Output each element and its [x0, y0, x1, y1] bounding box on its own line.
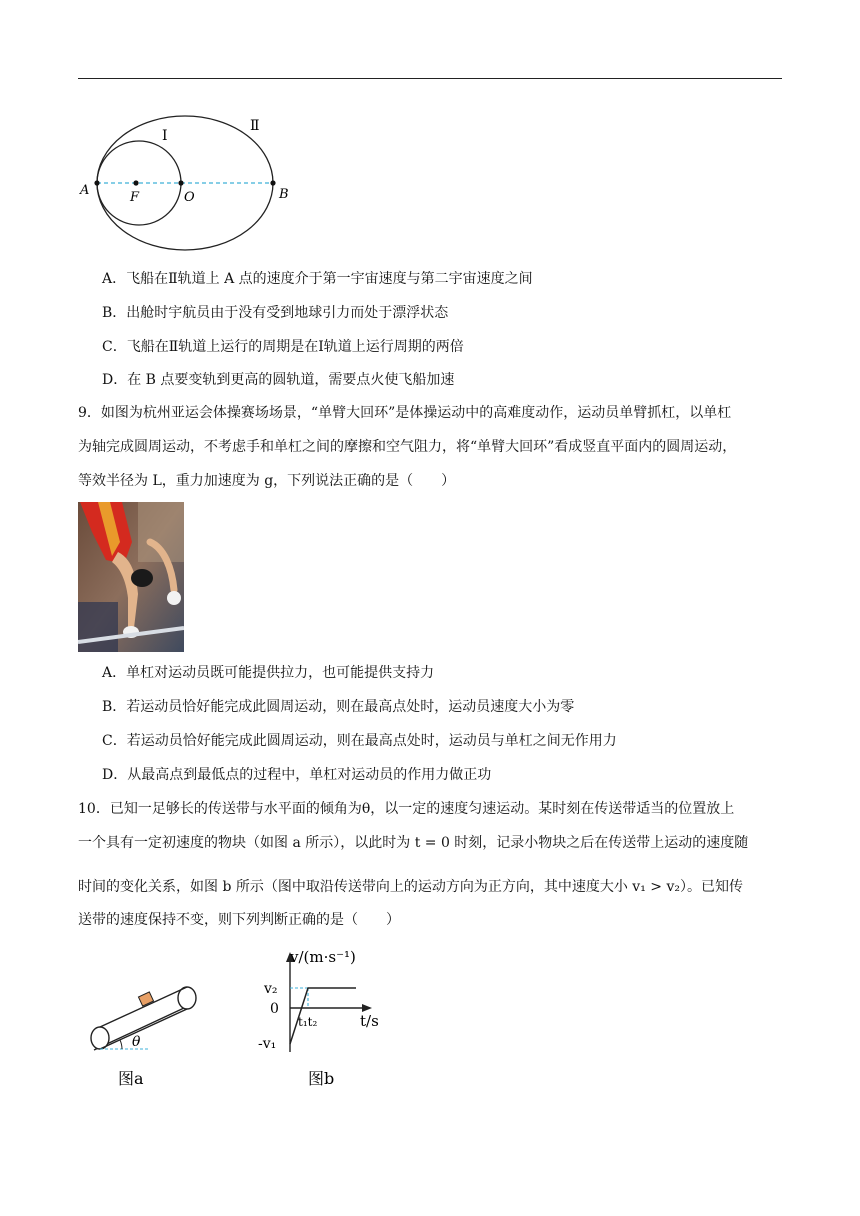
neg-v1-label: -v₁ — [258, 1036, 277, 1052]
figure-a-caption: 图a — [118, 1069, 144, 1088]
q10-stem-line2: 一个具有一定初速度的物块（如图 a 所示），以此时为 t = 0 时刻，记录小物块之后在传送带上运动的速度随 — [78, 835, 749, 851]
q8-option-d-prefix: D． — [102, 372, 128, 388]
q8-option-b — [102, 303, 448, 323]
v-axis-label: v/(m·s⁻¹) — [290, 948, 356, 966]
zero-label: 0 — [270, 1001, 279, 1017]
q8-option-b-prefix: B． — [102, 305, 127, 321]
gymnast-photo — [78, 502, 184, 652]
figure-b — [250, 944, 390, 1090]
q8-option-d — [102, 370, 454, 390]
q10-stem-line1: 10．已知一足够长的传送带与水平面的倾角为θ，以一定的速度匀速运动。某时刻在传送带适当的位置放上 — [78, 801, 735, 817]
t1t2-label: t₁t₂ — [298, 1015, 318, 1029]
q9-option-a — [102, 663, 434, 683]
q9-option-b-prefix: B． — [102, 699, 127, 715]
q8-option-c — [102, 337, 464, 357]
figure-a — [84, 980, 214, 1090]
q9-option-a-prefix: A． — [102, 665, 127, 681]
q8-option-a — [102, 269, 533, 289]
q8-option-c-text: 飞船在Ⅱ轨道上运行的周期是在Ⅰ轨道上运行周期的两倍 — [126, 339, 464, 355]
orbit-figure — [76, 110, 296, 256]
q10-stem-line4: 送带的速度保持不变，则下列判断正确的是（ ） — [78, 912, 400, 928]
q8-option-c-prefix: C． — [102, 339, 127, 355]
v2-label: v₂ — [264, 981, 278, 997]
q9-option-c — [102, 731, 617, 751]
label-orbit-i: Ⅰ — [162, 128, 168, 144]
label-a: A — [80, 183, 90, 198]
q9-stem-line1: 9．如图为杭州亚运会体操赛场场景，“单臂大回环”是体操运动中的高难度动作，运动员单臂抓杠，以单杠 — [78, 405, 732, 421]
label-orbit-ii: Ⅱ — [250, 118, 260, 134]
q9-option-b-text: 若运动员恰好能完成此圆周运动，则在最高点处时，运动员速度大小为零 — [126, 699, 575, 715]
q9-option-c-prefix: C． — [102, 733, 127, 749]
point-o — [178, 180, 183, 185]
q9-option-d-prefix: D． — [102, 767, 128, 783]
q8-option-a-prefix: A． — [102, 271, 127, 287]
label-b: B — [279, 187, 289, 202]
q9-option-b — [102, 697, 574, 717]
label-f: F — [130, 190, 140, 205]
theta-label: θ — [132, 1034, 141, 1050]
q9-stem-line3: 等效半径为 L，重力加速度为 g，下列说法正确的是（ ） — [78, 473, 456, 489]
point-b — [270, 180, 275, 185]
q9-option-d — [102, 765, 491, 785]
label-o: O — [184, 190, 195, 205]
belt-top — [100, 987, 187, 1027]
q8-option-b-text: 出舱时宇航员由于没有受到地球引力而处于漂浮状态 — [126, 305, 449, 321]
q10-stem-line3: 时间的变化关系，如图 b 所示（图中取沿传送带向上的运动方向为正方向，其中速度大小 v₁ > v₂）。已知传 — [78, 879, 743, 895]
q9-option-d-text: 从最高点到最低点的过程中，单杠对运动员的作用力做正功 — [127, 767, 492, 783]
q9-option-c-text: 若运动员恰好能完成此圆周运动，则在最高点处时，运动员与单杠之间无作用力 — [126, 733, 617, 749]
header-rule — [78, 78, 782, 79]
q9-stem-line2: 为轴完成圆周运动，不考虑手和单杠之间的摩擦和空气阻力，将“单臂大回环”看成竖直平面内的圆周运动， — [78, 439, 737, 455]
figure-b-caption: 图b — [308, 1069, 335, 1088]
belt-bottom — [100, 1009, 187, 1049]
q9-option-a-text: 单杠对运动员既可能提供拉力，也可能提供支持力 — [126, 665, 435, 681]
point-f — [133, 180, 138, 185]
t-axis-label: t/s — [360, 1012, 379, 1030]
q8-option-d-text: 在 B 点要变轨到更高的圆轨道，需要点火使飞船加速 — [127, 372, 455, 388]
q8-option-a-text: 飞船在Ⅱ轨道上 A 点的速度介于第一宇宙速度与第二宇宙速度之间 — [126, 271, 533, 287]
point-a — [94, 180, 99, 185]
